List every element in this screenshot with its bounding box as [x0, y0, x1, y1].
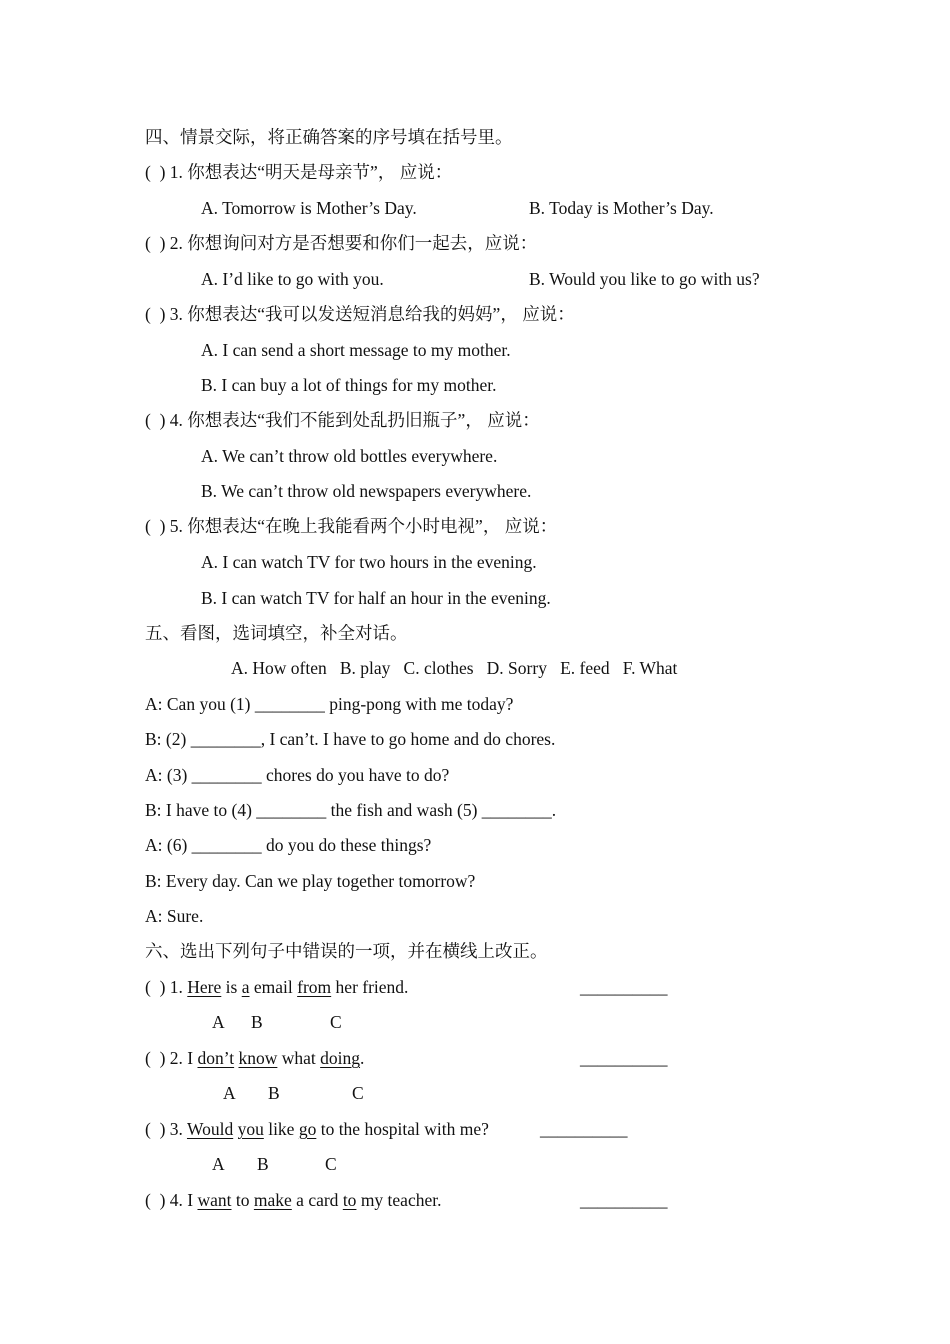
section6-heading: 六、选出下列句子中错误的一项，并在横线上改正。: [145, 941, 548, 961]
s6-q1-label-c: C: [330, 1012, 342, 1032]
s6-q3-label-b: B: [257, 1154, 269, 1174]
s4-q3-stem: ( ) 3. 你想表达“我可以发送短消息给我的妈妈”， 应说：: [145, 304, 575, 324]
s6-q3-label-a: A: [212, 1154, 225, 1174]
s4-q4-option-a: A. We can’t throw old bottles everywhere.: [201, 446, 498, 466]
s6-q2-part-b: know: [238, 1048, 278, 1068]
s6-q1-answer-blank[interactable]: __________: [580, 977, 668, 997]
s6-q3-part-b: you: [237, 1119, 264, 1139]
dialogue-line-4: B: I have to (4) ________ the fish and wash (5) ________.: [145, 800, 557, 820]
s4-q5-option-b: B. I can watch TV for half an hour in the evening.: [201, 588, 551, 608]
s6-q4-part-a: want: [197, 1190, 232, 1210]
s4-q3-option-a: A. I can send a short message to my mother.: [201, 340, 511, 360]
s6-q2-answer-blank[interactable]: __________: [580, 1048, 668, 1068]
dialogue-line-1: A: Can you (1) ________ ping-pong with me today?: [145, 694, 514, 714]
dialogue-line-3: A: (3) ________ chores do you have to do?: [145, 765, 450, 785]
s6-q3-part-c: go: [298, 1119, 317, 1139]
s4-q1-option-a: A. Tomorrow is Mother’s Day.: [201, 198, 417, 218]
dialogue-line-6: B: Every day. Can we play together tomorrow?: [145, 871, 476, 891]
s6-q3-sentence: ( ) 3. Would you like go to the hospital with me?: [145, 1119, 489, 1139]
s4-q2-stem: ( ) 2. 你想询问对方是否想要和你们一起去，应说：: [145, 233, 538, 253]
dialogue-line-2: B: (2) ________, I can’t. I have to go home and do chores.: [145, 729, 556, 749]
s6-q3-answer-blank[interactable]: __________: [540, 1119, 628, 1139]
dialogue-line-7: A: Sure.: [145, 906, 204, 926]
s4-q3-option-b: B. I can buy a lot of things for my mother.: [201, 375, 497, 395]
s6-q2-part-a: don’t: [197, 1048, 235, 1068]
s6-q4-sentence: ( ) 4. I want to make a card to my teacher.: [145, 1190, 442, 1210]
s6-q2-label-a: A: [223, 1083, 236, 1103]
s6-q2-label-b: B: [268, 1083, 280, 1103]
s6-q4-answer-blank[interactable]: __________: [580, 1190, 668, 1210]
s4-q2-option-a: A. I’d like to go with you.: [201, 269, 384, 289]
s6-q1-part-a: Here: [187, 977, 222, 997]
s6-q2-part-c: doing: [320, 1048, 361, 1068]
s6-q1-part-b: a: [241, 977, 250, 997]
s4-q5-option-a: A. I can watch TV for two hours in the evening.: [201, 552, 537, 572]
s6-q2-sentence: ( ) 2. I don’t know what doing.: [145, 1048, 365, 1068]
s4-q4-stem: ( ) 4. 你想表达“我们不能到处乱扔旧瓶子”， 应说：: [145, 410, 540, 430]
s6-q3-part-a: Would: [186, 1119, 234, 1139]
word-bank: A. How often B. play C. clothes D. Sorry E. feed F. What: [231, 658, 678, 678]
s6-q4-part-c: to: [342, 1190, 357, 1210]
s4-q5-stem: ( ) 5. 你想表达“在晚上我能看两个小时电视”， 应说：: [145, 516, 558, 536]
s6-q1-part-c: from: [297, 977, 332, 997]
s4-q4-option-b: B. We can’t throw old newspapers everywhere.: [201, 481, 532, 501]
s6-q2-label-c: C: [352, 1083, 364, 1103]
s4-q2-option-b: B. Would you like to go with us?: [529, 269, 760, 289]
s6-q1-label-b: B: [251, 1012, 263, 1032]
s6-q1-label-a: A: [212, 1012, 225, 1032]
section5-heading: 五、看图，选词填空，补全对话。: [145, 623, 408, 643]
s4-q1-stem: ( ) 1. 你想表达“明天是母亲节”， 应说：: [145, 162, 453, 182]
s6-q4-part-b: make: [253, 1190, 292, 1210]
s4-q1-option-b: B. Today is Mother’s Day.: [529, 198, 714, 218]
dialogue-line-5: A: (6) ________ do you do these things?: [145, 835, 432, 855]
section4-heading: 四、情景交际，将正确答案的序号填在括号里。: [145, 127, 513, 147]
s6-q3-label-c: C: [325, 1154, 337, 1174]
s6-q1-sentence: ( ) 1. Here is a email from her friend.: [145, 977, 409, 997]
